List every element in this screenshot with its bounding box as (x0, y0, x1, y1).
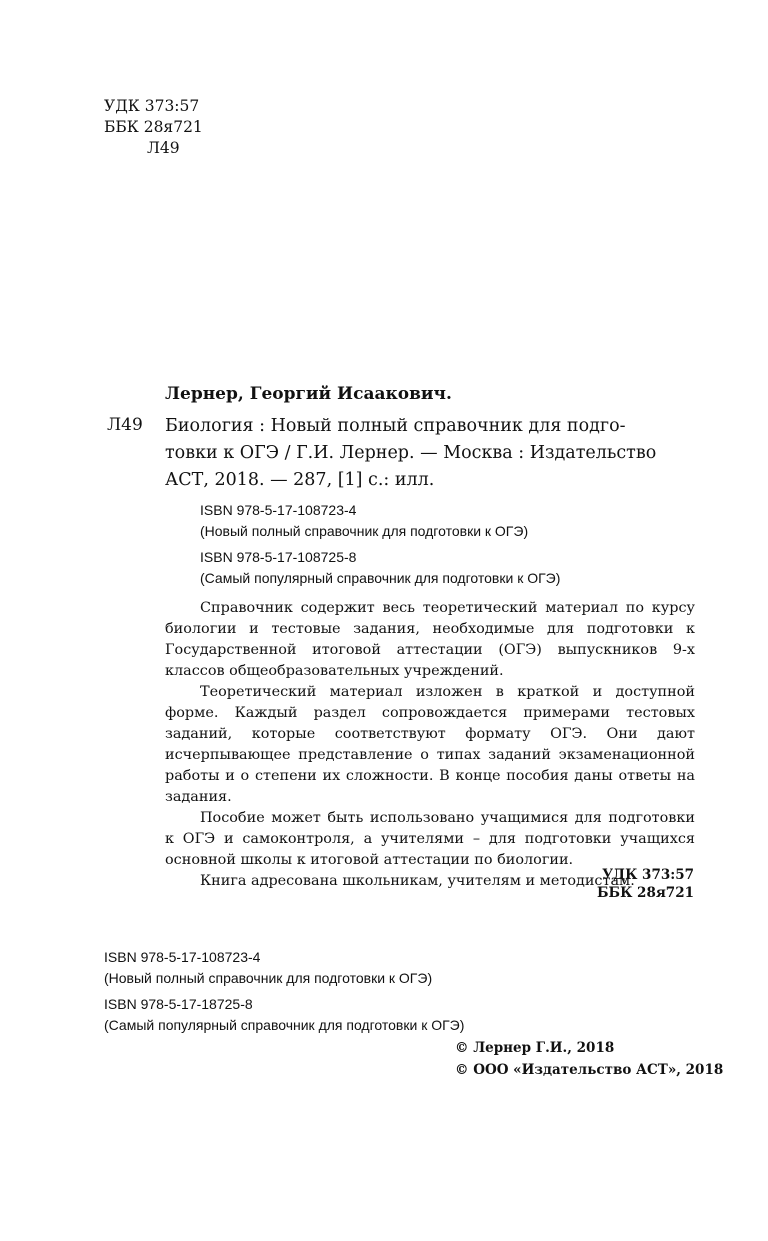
udk-code: УДК 373:57 (104, 97, 200, 115)
isbn-secondary-note: (Самый популярный справочник для подготовки к ОГЭ) (200, 570, 561, 586)
bottom-isbn-2: ISBN 978-5-17-18725-8 (104, 996, 253, 1012)
isbn-secondary: ISBN 978-5-17-108725-8 (200, 549, 357, 565)
bottom-isbn-note-2: (Самый популярный справочник для подготовки к ОГЭ) (104, 1017, 465, 1033)
author-sign: Л49 (147, 139, 180, 157)
author-name: Лернер, Георгий Исаакович. (165, 384, 452, 404)
abstract-paragraph: Пособие может быть использовано учащимися для подготовки к ОГЭ и самоконтроля, а учителями – для подготовки учащихся основной школы к итоговой аттестации по биологии. (165, 810, 695, 868)
isbn-secondary-block (200, 547, 560, 589)
copyright-block (455, 1037, 723, 1081)
isbn-primary-note: (Новый полный справочник для подготовки к ОГЭ) (200, 523, 529, 539)
bottom-isbn-block-2 (104, 994, 464, 1036)
copyright-publisher: © ООО «Издательство АСТ», 2018 (455, 1062, 724, 1078)
title-line: товки к ОГЭ / Г.И. Лернер. — Москва : Издательство (165, 443, 657, 463)
bottom-isbn-block-1 (104, 947, 432, 989)
abstract-paragraph: Книга адресована школьникам, учителям и методистам. (200, 873, 635, 889)
bottom-isbn-1: ISBN 978-5-17-108723-4 (104, 949, 261, 965)
bbk-code: ББК 28я721 (104, 118, 203, 136)
isbn-primary: ISBN 978-5-17-108723-4 (200, 502, 357, 518)
copyright-author: © Лернер Г.И., 2018 (455, 1040, 615, 1056)
udk-code-right: УДК 373:57 (602, 867, 694, 883)
abstract (165, 598, 695, 892)
title-line: АСТ, 2018. — 287, [1] с.: илл. (165, 470, 435, 490)
abstract-paragraph: Теоретический материал изложен в краткой и доступной форме. Каждый раздел сопровождается примерами тестовых заданий, которые соответствуют формату ОГЭ. Они дают исчерпывающее представление о типах заданий экзаменационной работы и о степени их сложности. В конце пособия даны ответы на задания. (165, 684, 695, 805)
abstract-paragraph: Справочник содержит весь теоретический материал по курсу биологии и тестовые задания, необходимые для подготовки к Государственной итоговой аттестации (ОГЭ) выпускников 9-х классов общеобразовательных учреждений. (165, 600, 695, 679)
bbk-code-right: ББК 28я721 (597, 885, 694, 901)
classification-block (104, 96, 203, 159)
catalog-code: Л49 (107, 415, 143, 435)
isbn-primary-block (200, 500, 528, 542)
bibliographic-title (165, 413, 695, 494)
title-line: Биология : Новый полный справочник для подго- (165, 416, 626, 436)
classification-right (597, 866, 694, 902)
bottom-isbn-note-1: (Новый полный справочник для подготовки к ОГЭ) (104, 970, 433, 986)
